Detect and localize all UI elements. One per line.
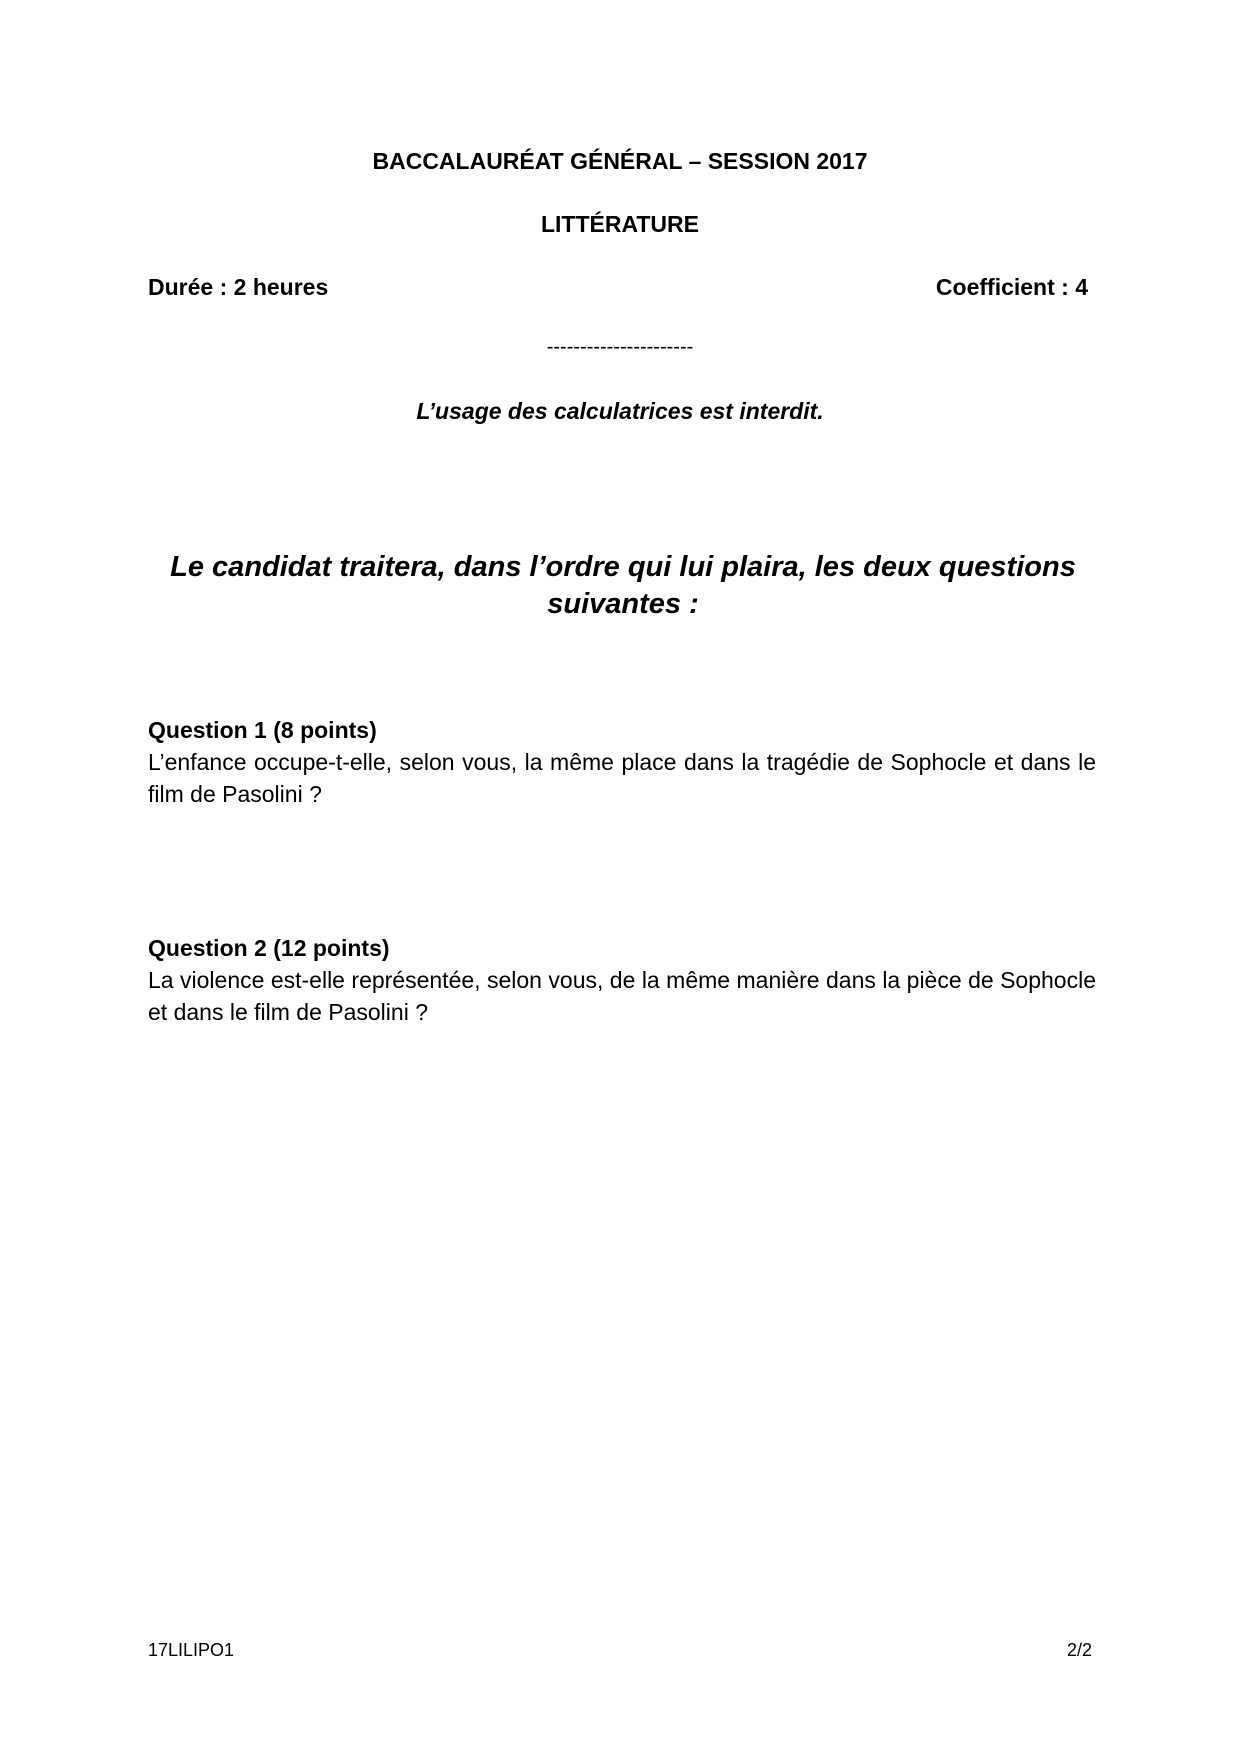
footer-page-number: 2/2	[1066, 1640, 1092, 1660]
question-block	[148, 714, 1096, 810]
footer-subject-code: 17LILIPO1	[148, 1640, 235, 1660]
calculator-notice: L’usage des calculatrices est interdit.	[416, 398, 824, 424]
subject-title: LITTÉRATURE	[540, 211, 699, 237]
exam-title: BACCALAURÉAT GÉNÉRAL – SESSION 2017	[372, 148, 868, 174]
question-block	[148, 932, 1096, 1028]
exam-duration: Durée : 2 heures	[148, 274, 329, 300]
question-heading: Question 2 (12 points)	[148, 935, 390, 961]
separator-dashes: ----------------------	[546, 336, 694, 358]
candidate-instruction: Le candidat traitera, dans l’ordre qui lui plaira, les deux questions suivantes :	[170, 551, 1076, 620]
question-text: La violence est-elle représentée, selon vous, de la même manière dans la pièce de Sophocle et dans le film de Pasolini ?	[148, 967, 1096, 1025]
question-text: L’enfance occupe-t-elle, selon vous, la même place dans la tragédie de Sophocle et dans le film de Pasolini ?	[148, 749, 1096, 807]
question-heading: Question 1 (8 points)	[148, 717, 377, 743]
exam-coefficient: Coefficient : 4	[935, 274, 1088, 300]
